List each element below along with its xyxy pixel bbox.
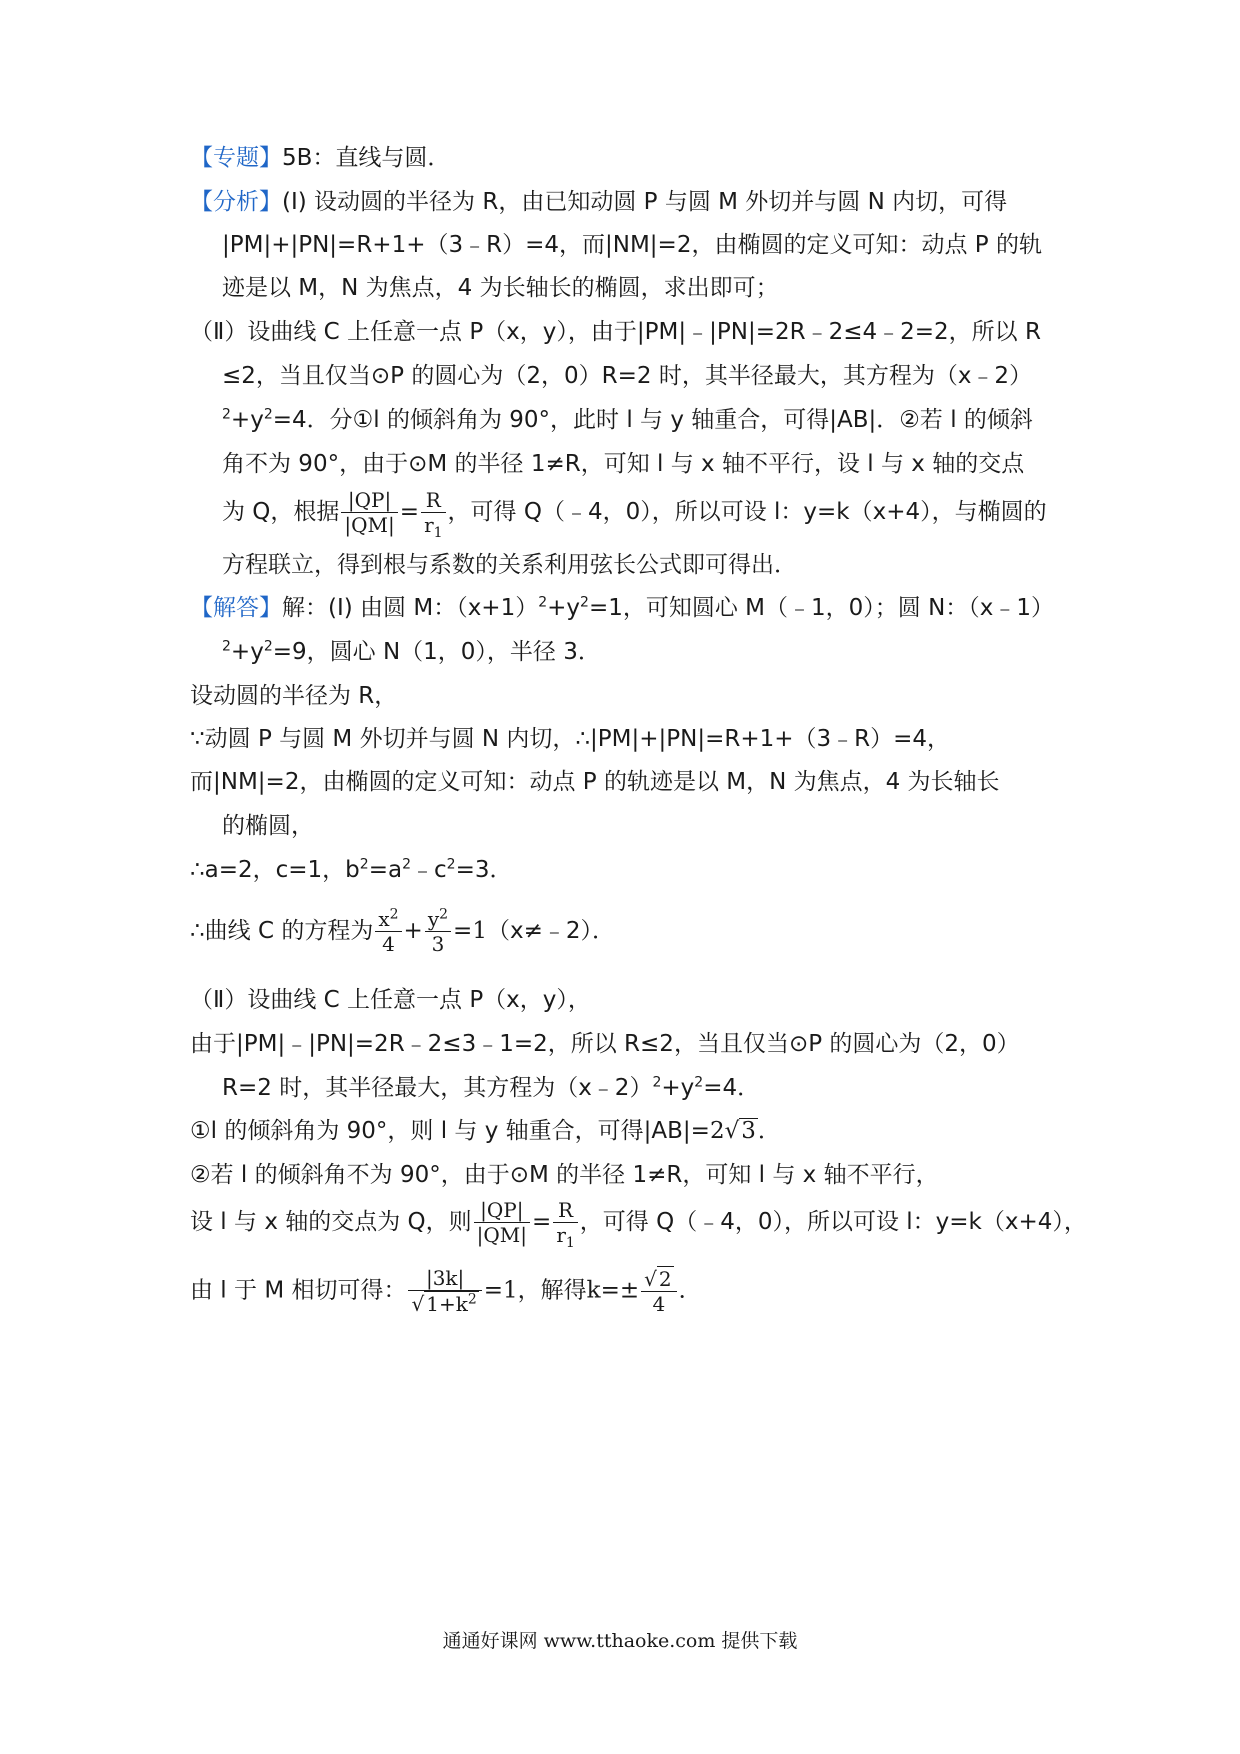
solution-line-14 [190, 1198, 1087, 1251]
solution-text-1a: 解：(Ⅰ) 由圆 M：（x+1） [282, 595, 539, 621]
math-text: +y [547, 595, 581, 621]
radicand [424, 1291, 479, 1316]
math-text: +y [661, 1075, 695, 1101]
analysis-line-8 [222, 488, 1102, 541]
superscript: 2 [439, 906, 449, 923]
solution-line-10: 由于|PM|﹣|PN|=2R﹣2≤3﹣1=2，所以 R≤2，当且仅当⊙P 的圆心为（2，0） [190, 1031, 1020, 1057]
fraction-denominator: 4 [382, 932, 395, 956]
fraction-numerator: R [553, 1198, 577, 1223]
fraction-numerator: |QP| [474, 1198, 530, 1223]
fraction-numerator [425, 907, 451, 932]
fraction-denominator [421, 513, 445, 541]
superscript: 2 [402, 856, 412, 873]
fraction-3k-sqrt [408, 1266, 481, 1316]
analysis-text-8b: ，可得 Q（﹣4，0），所以可设 l：y=k（x+4），与椭圆的 [447, 499, 1047, 525]
analysis-line-3: 迹是以 M，N 为焦点，4 为长轴长的椭圆，求出即可； [222, 275, 779, 301]
math-text: =a [368, 857, 403, 883]
fraction-numerator: R [421, 488, 445, 513]
math-text: =4． [703, 1075, 761, 1101]
superscript: 2 [359, 856, 369, 873]
solution-text-8c: （x≠﹣2）． [486, 918, 615, 944]
superscript: 2 [446, 856, 456, 873]
fraction-sqrt2-4 [641, 1266, 676, 1316]
fraction-r-r1 [553, 1198, 577, 1251]
equals-sign: = [532, 1209, 552, 1235]
analysis-text-1: (Ⅰ) 设动圆的半径为 R，由已知动圆 P 与圆 M 外切并与圆 N 内切，可得 [282, 189, 1008, 215]
topic-line [190, 143, 1070, 173]
footer-text: 通通好课网 www.tthaoke.com 提供下载 [442, 1630, 798, 1652]
analysis-line-6 [222, 405, 1102, 435]
equals-one: =1 [453, 918, 487, 944]
solution-text-15a: 由 l 于 M 相切可得： [190, 1277, 407, 1304]
topic-tag: 【专题】 [190, 145, 282, 171]
radicand: 2 [658, 1267, 672, 1291]
analysis-line-5: ≤2，当且仅当⊙P 的圆心为（2，0）R=2 时，其半径最大，其方程为（x﹣2） [222, 363, 1033, 389]
superscript: 2 [467, 1291, 477, 1308]
fraction-denominator [553, 1223, 577, 1251]
solution-text-1b: =1，可知圆心 M（﹣1，0）；圆 N：（x﹣1） [588, 595, 1055, 621]
equals-one: =1 [483, 1277, 518, 1304]
coefficient: 2 [709, 1118, 725, 1144]
period: ． [678, 1277, 702, 1304]
analysis-text-8a: 为 Q，根据 [222, 499, 340, 525]
fraction-r-r1 [421, 488, 445, 541]
fraction-qp-qm [341, 488, 397, 537]
period: ． [757, 1118, 781, 1144]
math-text: +y [230, 639, 264, 665]
sqrt-sign: √ [644, 1267, 657, 1291]
math-text: +y [230, 407, 264, 433]
subscript: 1 [433, 525, 443, 541]
superscript: 2 [538, 594, 548, 611]
fraction-denominator [408, 1291, 481, 1316]
analysis-line-4: （Ⅱ）设曲线 C 上任意一点 P（x，y），由于|PM|﹣|PN|=2R﹣2≤4﹣2=2，所以 R [190, 319, 1041, 345]
numerator-text: y [427, 907, 440, 931]
topic-text: 5B：直线与圆． [282, 145, 451, 171]
solution-line-6: 的椭圆， [222, 813, 314, 839]
analysis-text-6: =4．分①l 的倾斜角为 90°，此时 l 与 y 轴重合，可得|AB|．②若 l 的倾斜 [272, 407, 1033, 433]
numerator-text: x [378, 907, 390, 931]
superscript: 2 [222, 638, 231, 655]
fraction-numerator: |QP| [341, 488, 397, 513]
solution-text-14b: ，可得 Q（﹣4，0），所以可设 l：y=k（x+4）， [579, 1209, 1087, 1235]
fraction-numerator [641, 1266, 676, 1292]
superscript: 2 [263, 638, 273, 655]
analysis-line-7: 角不为 90°，由于⊙M 的半径 1≠R，可知 l 与 x 轴不平行，设 l 与 x 轴的交点 [222, 451, 1025, 477]
solution-text-11a: R=2 时，其半径最大，其方程为（x﹣2） [222, 1075, 653, 1101]
sqrt-sign: √ [724, 1118, 740, 1144]
k-value: k=± [586, 1277, 640, 1304]
solution-line-11 [222, 1073, 1102, 1103]
sqrt-sign: √ [411, 1292, 425, 1316]
solution-line-3: 设动圆的半径为 R， [190, 683, 398, 709]
solution-text-7a: ∴a=2，c=1，b [190, 857, 360, 883]
fraction-denominator: 3 [431, 932, 445, 956]
solution-line-4: ∵动圆 P 与圆 M 外切并与圆 N 内切，∴|PM|+|PN|=R+1+（3﹣R）=4， [190, 726, 951, 752]
solution-line-7 [190, 855, 1070, 885]
superscript: 2 [694, 1074, 704, 1091]
denominator-text: r [424, 513, 434, 537]
fraction-x2-4 [375, 907, 401, 956]
subscript: 1 [565, 1235, 575, 1251]
analysis-line-9: 方程联立，得到根与系数的关系利用弦长公式即可得出． [222, 552, 797, 578]
superscript: 2 [389, 906, 399, 923]
solution-text-14a: 设 l 与 x 轴的交点为 Q，则 [190, 1209, 472, 1235]
fraction-denominator: |QM| [476, 1223, 528, 1247]
fraction-qp-qm [474, 1198, 530, 1247]
fraction-y2-3 [425, 907, 451, 956]
solution-line-12 [190, 1116, 1070, 1146]
analysis-line-1 [190, 187, 1070, 217]
superscript: 2 [263, 406, 273, 423]
equals-sign: = [399, 499, 420, 525]
radicand: 3 [741, 1118, 756, 1144]
solution-text-2: =9，圆心 N（1，0），半径 3． [272, 639, 601, 665]
fraction-numerator: |3k| [408, 1266, 481, 1291]
plus-sign: + [403, 918, 423, 944]
analysis-line-2: |PM|+|PN|=R+1+（3﹣R）=4，而|NM|=2，由椭圆的定义可知：动点 P 的轨 [222, 232, 1042, 258]
solution-text-12a: ①l 的倾斜角为 90°，则 l 与 y 轴重合，可得|AB|= [190, 1118, 710, 1144]
solution-tag: 【解答】 [190, 595, 282, 621]
denominator-text: r [556, 1223, 566, 1247]
math-text: ﹣c [411, 857, 447, 883]
solution-line-1 [190, 593, 1070, 623]
solution-line-2 [222, 637, 1102, 667]
solution-text-15b: ，解得 [517, 1277, 587, 1304]
superscript: 2 [222, 406, 231, 423]
math-text: =3． [455, 857, 513, 883]
fraction-denominator: |QM| [344, 513, 395, 537]
fraction-numerator [375, 907, 401, 932]
fraction-denominator: 4 [652, 1292, 666, 1316]
solution-line-5: 而|NM|=2，由椭圆的定义可知：动点 P 的轨迹是以 M，N 为焦点，4 为长轴长 [190, 769, 1000, 795]
radicand-text: 1+k [426, 1292, 468, 1316]
solution-text-8a: ∴曲线 C 的方程为 [190, 918, 374, 944]
superscript: 2 [580, 594, 589, 611]
superscript: 2 [652, 1074, 662, 1091]
solution-line-13: ②若 l 的倾斜角不为 90°，由于⊙M 的半径 1≠R，可知 l 与 x 轴不平行， [190, 1162, 939, 1188]
solution-line-8 [190, 907, 1070, 956]
solution-line-9: （Ⅱ）设曲线 C 上任意一点 P（x，y）， [190, 987, 591, 1013]
analysis-tag: 【分析】 [190, 189, 282, 215]
solution-line-15 [190, 1266, 1070, 1316]
